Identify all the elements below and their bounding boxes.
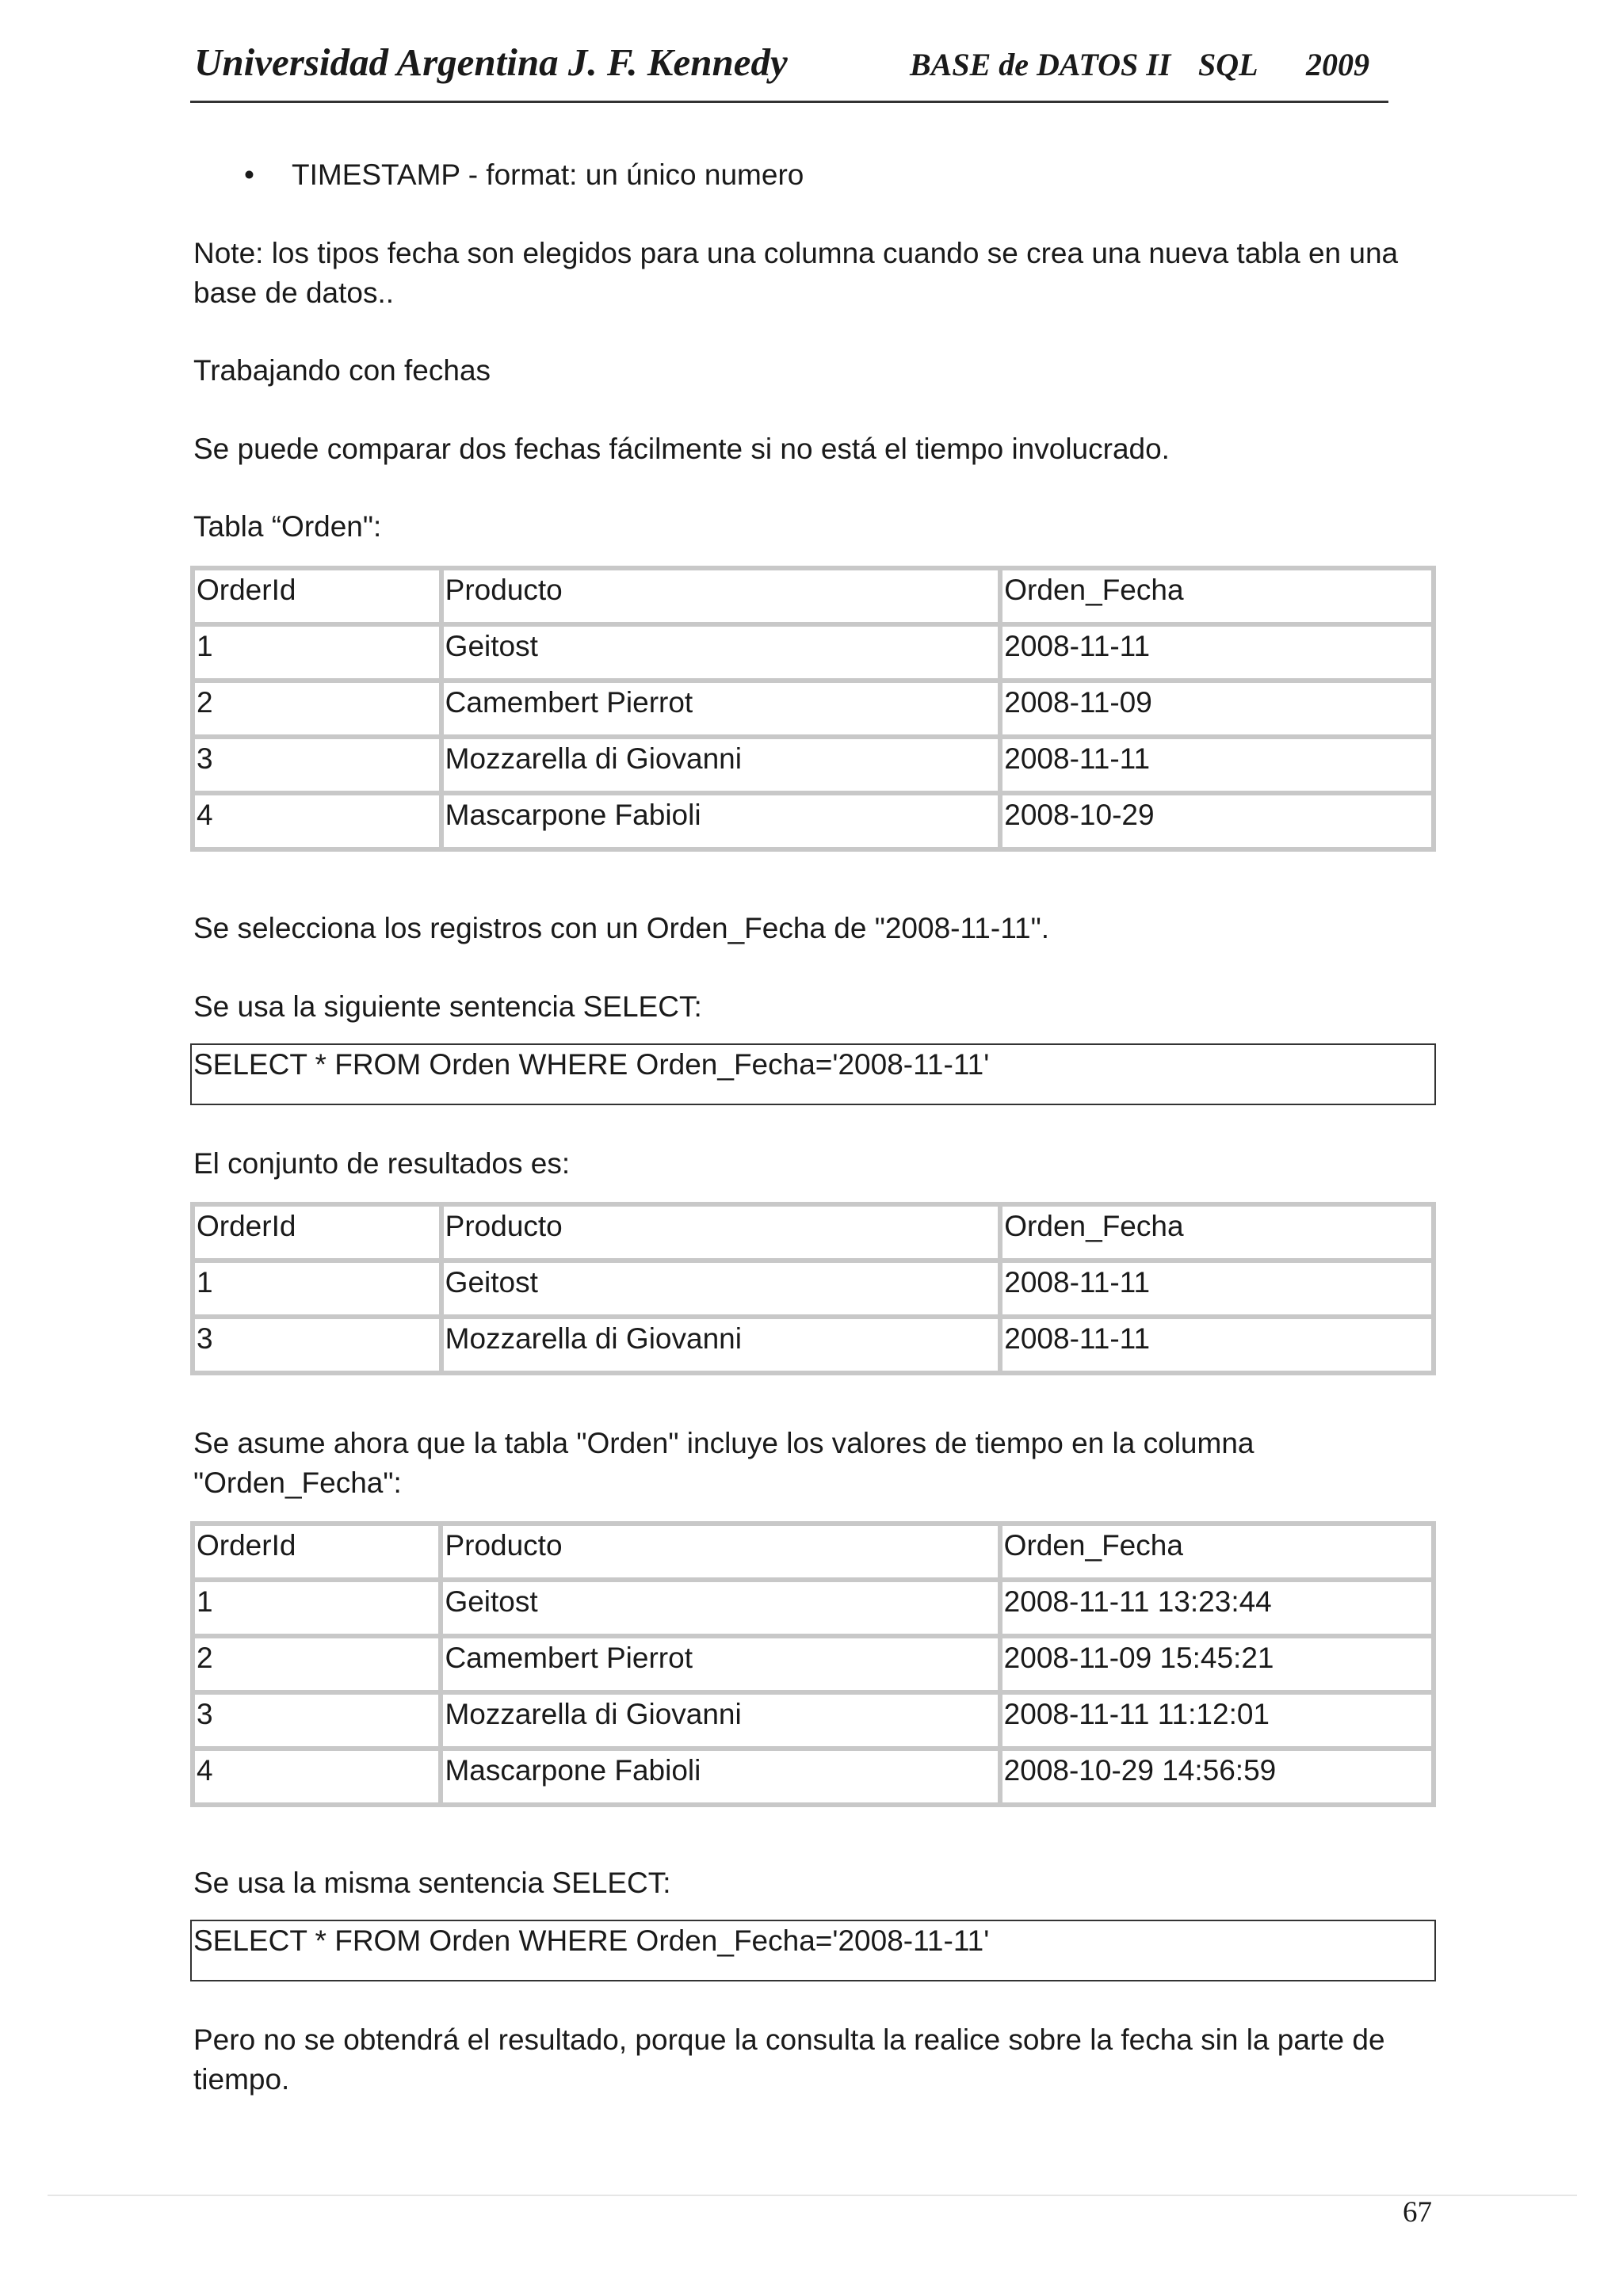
table-cell: Mascarpone Fabioli <box>441 1749 999 1805</box>
header-cell: Producto <box>441 1524 999 1580</box>
table-cell: 2008-11-09 15:45:21 <box>1000 1636 1434 1692</box>
header-cell: Producto <box>441 1204 1001 1261</box>
table-cell: 2008-10-29 14:56:59 <box>1000 1749 1434 1805</box>
table-cell: 3 <box>193 737 441 793</box>
header-cell: Orden_Fecha <box>1000 568 1434 624</box>
table-cell: Camembert Pierrot <box>441 681 1001 737</box>
page-header <box>190 35 1388 103</box>
bullet-text: TIMESTAMP - format: un único numero <box>292 158 804 191</box>
result-label: El conjunto de resultados es: <box>193 1147 571 1180</box>
table-header-row <box>193 1524 1434 1580</box>
sql-query: SELECT * FROM Orden WHERE Orden_Fecha='2008-11-11' <box>193 1048 990 1081</box>
table-cell: 1 <box>193 1580 441 1636</box>
table-cell: 2 <box>193 1636 441 1692</box>
final-line-1: Pero no se obtendrá el resultado, porque la consulta la realice sobre la fecha sin la parte de <box>193 2023 1385 2056</box>
table-cell: 2008-11-11 11:12:01 <box>1000 1692 1434 1749</box>
table-cell: Mozzarella di Giovanni <box>441 737 1001 793</box>
year: 2009 <box>1306 47 1369 82</box>
orden-time-table <box>190 1521 1436 1807</box>
table-cell: Mozzarella di Giovanni <box>441 1317 1001 1373</box>
table-row <box>193 624 1434 681</box>
table-row <box>193 1580 1434 1636</box>
orden-table <box>190 566 1436 852</box>
section-heading: Trabajando con fechas <box>193 354 491 387</box>
table-row <box>193 681 1434 737</box>
table-cell: 1 <box>193 624 441 681</box>
table-cell: 1 <box>193 1261 441 1317</box>
table-cell: Geitost <box>441 1580 999 1636</box>
select-intro: Se selecciona los registros con un Orden_Fecha de "2008-11-11". <box>193 912 1050 944</box>
university-name: Universidad Argentina J. F. Kennedy <box>194 40 788 84</box>
compare-text: Se puede comparar dos fechas fácilmente si no está el tiempo involucrado. <box>193 433 1170 465</box>
note-line-1: Note: los tipos fecha son elegidos para una columna cuando se crea una nueva tabla en una <box>193 237 1399 269</box>
header-cell: OrderId <box>193 1204 441 1261</box>
table-cell: Geitost <box>441 624 1001 681</box>
course-name: BASE de DATOS II <box>910 47 1171 82</box>
header-cell: OrderId <box>193 1524 441 1580</box>
page-number: 67 <box>1403 2196 1432 2229</box>
table-row <box>193 1692 1434 1749</box>
table-cell: 2008-11-11 13:23:44 <box>1000 1580 1434 1636</box>
table-row <box>193 737 1434 793</box>
table-row <box>193 1317 1434 1373</box>
table-row <box>193 793 1434 849</box>
header-cell: Orden_Fecha <box>1000 1204 1434 1261</box>
table-cell: Geitost <box>441 1261 1001 1317</box>
table-cell: 4 <box>193 793 441 849</box>
sql-query-box <box>190 1920 1436 1981</box>
note-line-2: base de datos.. <box>193 277 395 309</box>
table-cell: Mozzarella di Giovanni <box>441 1692 999 1749</box>
table-row <box>193 1636 1434 1692</box>
table-cell: 2008-10-29 <box>1000 793 1434 849</box>
final-line-2: tiempo. <box>193 2063 290 2096</box>
assume-line-1: Se asume ahora que la tabla "Orden" incluye los valores de tiempo en la columna <box>193 1427 1254 1459</box>
sql-query-box <box>190 1043 1436 1105</box>
same-select-text: Se usa la misma sentencia SELECT: <box>193 1867 671 1899</box>
table-cell: 3 <box>193 1692 441 1749</box>
use-select-text: Se usa la siguiente sentencia SELECT: <box>193 990 702 1023</box>
header-cell: Orden_Fecha <box>1000 1524 1434 1580</box>
assume-line-2: "Orden_Fecha": <box>193 1466 402 1499</box>
table-header-row <box>193 568 1434 624</box>
footer-divider <box>48 2195 1577 2196</box>
table-cell: 4 <box>193 1749 441 1805</box>
result-table <box>190 1202 1436 1375</box>
table-header-row <box>193 1204 1434 1261</box>
bullet-icon: • <box>244 158 254 191</box>
header-cell: Producto <box>441 568 1001 624</box>
table-cell: 3 <box>193 1317 441 1373</box>
table-row <box>193 1261 1434 1317</box>
table-label: Tabla “Orden": <box>193 510 382 543</box>
table-cell: 2008-11-11 <box>1000 737 1434 793</box>
table-cell: Mascarpone Fabioli <box>441 793 1001 849</box>
table-row <box>193 1749 1434 1805</box>
subject-name: SQL <box>1198 47 1258 82</box>
sql-query: SELECT * FROM Orden WHERE Orden_Fecha='2008-11-11' <box>193 1924 990 1957</box>
table-cell: 2008-11-11 <box>1000 1317 1434 1373</box>
table-cell: 2008-11-11 <box>1000 624 1434 681</box>
table-cell: Camembert Pierrot <box>441 1636 999 1692</box>
table-cell: 2008-11-11 <box>1000 1261 1434 1317</box>
header-cell: OrderId <box>193 568 441 624</box>
table-cell: 2 <box>193 681 441 737</box>
table-cell: 2008-11-09 <box>1000 681 1434 737</box>
